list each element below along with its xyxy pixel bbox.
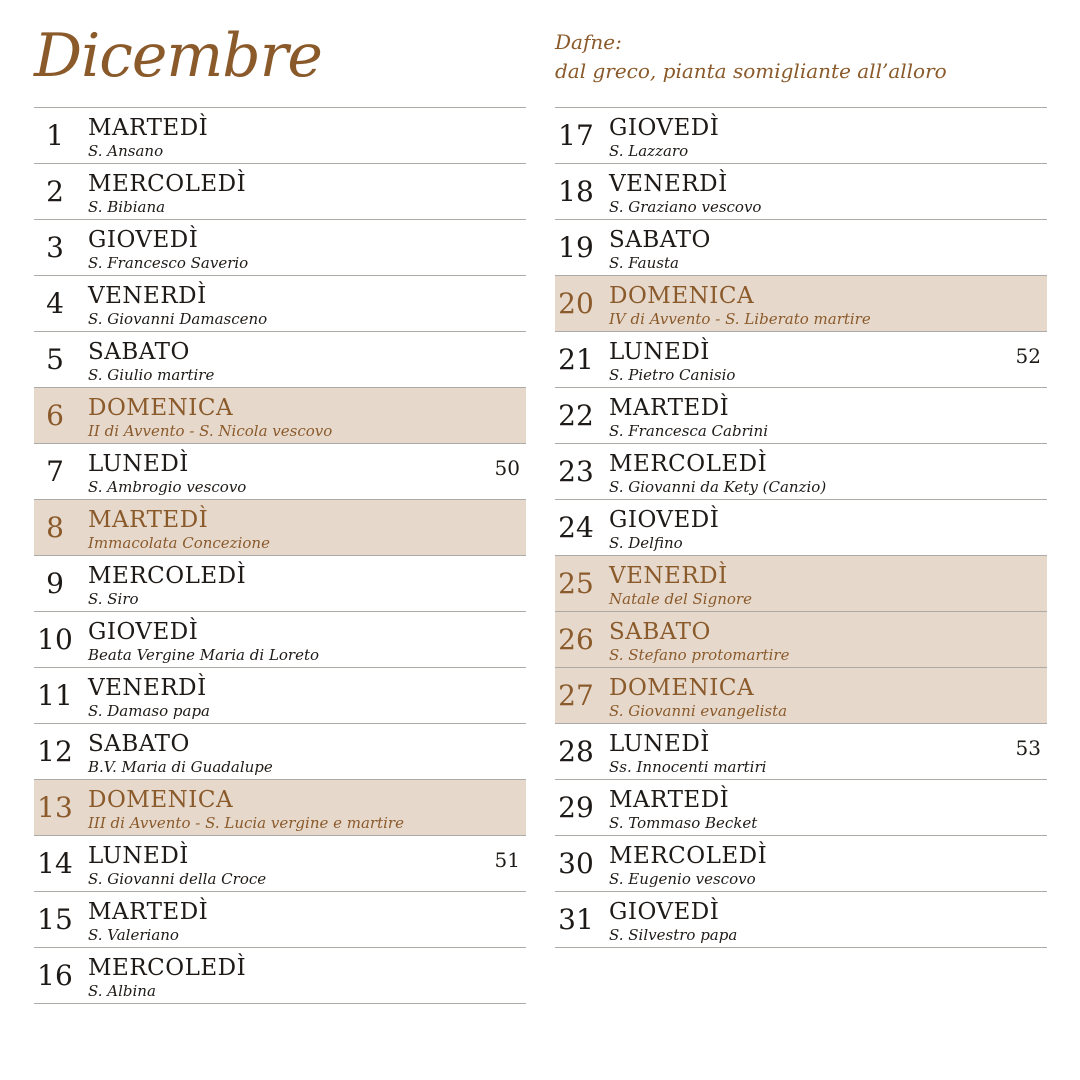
day-row [555, 164, 1047, 220]
day-number: 27 [558, 679, 594, 712]
weekday-name: MERCOLEDÌ [88, 171, 247, 197]
quote-line-2: dal greco, pianta somigliante all’alloro [555, 59, 947, 83]
day-number: 23 [558, 455, 594, 488]
weekday-name: SABATO [88, 339, 190, 365]
day-number: 10 [37, 623, 73, 656]
weekday-name: MERCOLEDÌ [609, 843, 768, 869]
weekday-name: GIOVEDÌ [88, 227, 199, 253]
day-row [555, 108, 1047, 164]
day-row [34, 612, 526, 668]
holiday-row [34, 500, 526, 556]
saint-name: IV di Avvento - S. Liberato martire [609, 310, 871, 328]
day-row [555, 220, 1047, 276]
saint-name: S. Valeriano [88, 926, 179, 944]
holiday-row [34, 388, 526, 444]
weekday-name: MARTEDÌ [88, 899, 209, 925]
day-number: 3 [46, 231, 64, 264]
day-row [555, 836, 1047, 892]
saint-name: II di Avvento - S. Nicola vescovo [88, 422, 333, 440]
day-row [555, 444, 1047, 500]
day-number: 21 [558, 343, 594, 376]
saint-name: S. Bibiana [88, 198, 166, 216]
saint-name: S. Francesco Saverio [88, 254, 249, 272]
saint-name: B.V. Maria di Guadalupe [88, 758, 273, 776]
weekday-name: LUNEDÌ [609, 731, 710, 757]
day-number: 31 [558, 903, 594, 936]
day-row [34, 276, 526, 332]
saint-name: III di Avvento - S. Lucia vergine e martire [88, 814, 404, 832]
weekday-name: MARTEDÌ [609, 787, 730, 813]
saint-name: S. Tommaso Becket [609, 814, 758, 832]
weekday-name: MERCOLEDÌ [88, 563, 247, 589]
saint-name: S. Giovanni della Croce [88, 870, 267, 888]
right-day-column [555, 107, 1047, 948]
weekday-name: MARTEDÌ [88, 115, 209, 141]
day-number: 19 [558, 231, 594, 264]
day-number: 1 [46, 119, 64, 152]
saint-name: S. Silvestro papa [609, 926, 738, 944]
day-row [34, 948, 526, 1004]
day-number: 6 [46, 399, 64, 432]
weekday-name: VENERDÌ [88, 675, 207, 701]
day-number: 16 [37, 959, 73, 992]
holiday-row [555, 556, 1047, 612]
weekday-name: LUNEDÌ [88, 843, 189, 869]
day-number: 20 [558, 287, 594, 320]
weekday-name: VENERDÌ [609, 563, 728, 589]
day-number: 15 [37, 903, 73, 936]
weekday-name: MARTEDÌ [609, 395, 730, 421]
weekday-name: DOMENICA [609, 675, 755, 701]
day-number: 9 [46, 567, 64, 600]
day-number: 14 [37, 847, 73, 880]
saint-name: S. Ambrogio vescovo [88, 478, 247, 496]
quote-line-1: Dafne: [555, 30, 622, 54]
day-number: 24 [558, 511, 594, 544]
day-number: 22 [558, 399, 594, 432]
weekday-name: LUNEDÌ [88, 451, 189, 477]
weekday-name: MARTEDÌ [88, 507, 209, 533]
saint-name: S. Ansano [88, 142, 164, 160]
saint-name: S. Delfino [609, 534, 683, 552]
day-row [34, 836, 526, 892]
saint-name: S. Graziano vescovo [609, 198, 762, 216]
holiday-row [555, 612, 1047, 668]
saint-name: S. Siro [88, 590, 139, 608]
day-number: 25 [558, 567, 594, 600]
day-row [34, 444, 526, 500]
day-row [34, 220, 526, 276]
saint-name: S. Giulio martire [88, 366, 215, 384]
day-row [555, 780, 1047, 836]
saint-name: S. Pietro Canisio [609, 366, 736, 384]
day-number: 8 [46, 511, 64, 544]
week-number: 50 [494, 456, 520, 480]
holiday-row [555, 276, 1047, 332]
weekday-name: SABATO [88, 731, 190, 757]
saint-name: S. Damaso papa [88, 702, 210, 720]
weekday-name: MERCOLEDÌ [88, 955, 247, 981]
left-day-column [34, 107, 526, 1004]
saint-name: Immacolata Concezione [88, 534, 270, 552]
weekday-name: DOMENICA [609, 283, 755, 309]
holiday-row [34, 780, 526, 836]
saint-name: S. Giovanni evangelista [609, 702, 788, 720]
weekday-name: GIOVEDÌ [609, 115, 720, 141]
month-title: Dicembre [34, 21, 322, 91]
day-row [34, 724, 526, 780]
weekday-name: SABATO [609, 227, 711, 253]
day-row [555, 388, 1047, 444]
saint-name: Natale del Signore [609, 590, 752, 608]
day-row [34, 164, 526, 220]
day-row [555, 724, 1047, 780]
day-number: 18 [558, 175, 594, 208]
day-row [34, 556, 526, 612]
day-number: 2 [46, 175, 64, 208]
saint-name: S. Fausta [609, 254, 679, 272]
saint-name: S. Giovanni da Kety (Canzio) [609, 478, 827, 496]
weekday-name: DOMENICA [88, 787, 234, 813]
saint-name: S. Giovanni Damasceno [88, 310, 268, 328]
day-row [34, 668, 526, 724]
weekday-name: GIOVEDÌ [609, 507, 720, 533]
saint-name: S. Lazzaro [609, 142, 689, 160]
weekday-name: MERCOLEDÌ [609, 451, 768, 477]
day-number: 29 [558, 791, 594, 824]
day-number: 17 [558, 119, 594, 152]
day-row [555, 332, 1047, 388]
day-number: 28 [558, 735, 594, 768]
weekday-name: GIOVEDÌ [609, 899, 720, 925]
day-row [34, 108, 526, 164]
day-number: 12 [37, 735, 73, 768]
weekday-name: GIOVEDÌ [88, 619, 199, 645]
saint-name: Beata Vergine Maria di Loreto [88, 646, 320, 664]
saint-name: S. Francesca Cabrini [609, 422, 768, 440]
week-number: 51 [494, 848, 520, 872]
saint-name: S. Stefano protomartire [609, 646, 790, 664]
weekday-name: VENERDÌ [609, 171, 728, 197]
week-number: 53 [1015, 736, 1041, 760]
day-number: 13 [37, 791, 73, 824]
day-number: 5 [46, 343, 64, 376]
day-number: 7 [46, 455, 64, 488]
saint-name: S. Albina [88, 982, 156, 1000]
day-number: 4 [46, 287, 64, 320]
week-number: 52 [1015, 344, 1041, 368]
day-row [555, 892, 1047, 948]
day-number: 30 [558, 847, 594, 880]
day-number: 26 [558, 623, 594, 656]
weekday-name: SABATO [609, 619, 711, 645]
weekday-name: LUNEDÌ [609, 339, 710, 365]
saint-name: S. Eugenio vescovo [609, 870, 756, 888]
holiday-row [555, 668, 1047, 724]
saint-name: Ss. Innocenti martiri [609, 758, 767, 776]
plant-quote [555, 28, 1055, 86]
day-row [34, 332, 526, 388]
day-number: 11 [37, 679, 73, 712]
weekday-name: VENERDÌ [88, 283, 207, 309]
day-row [555, 500, 1047, 556]
day-row [34, 892, 526, 948]
weekday-name: DOMENICA [88, 395, 234, 421]
